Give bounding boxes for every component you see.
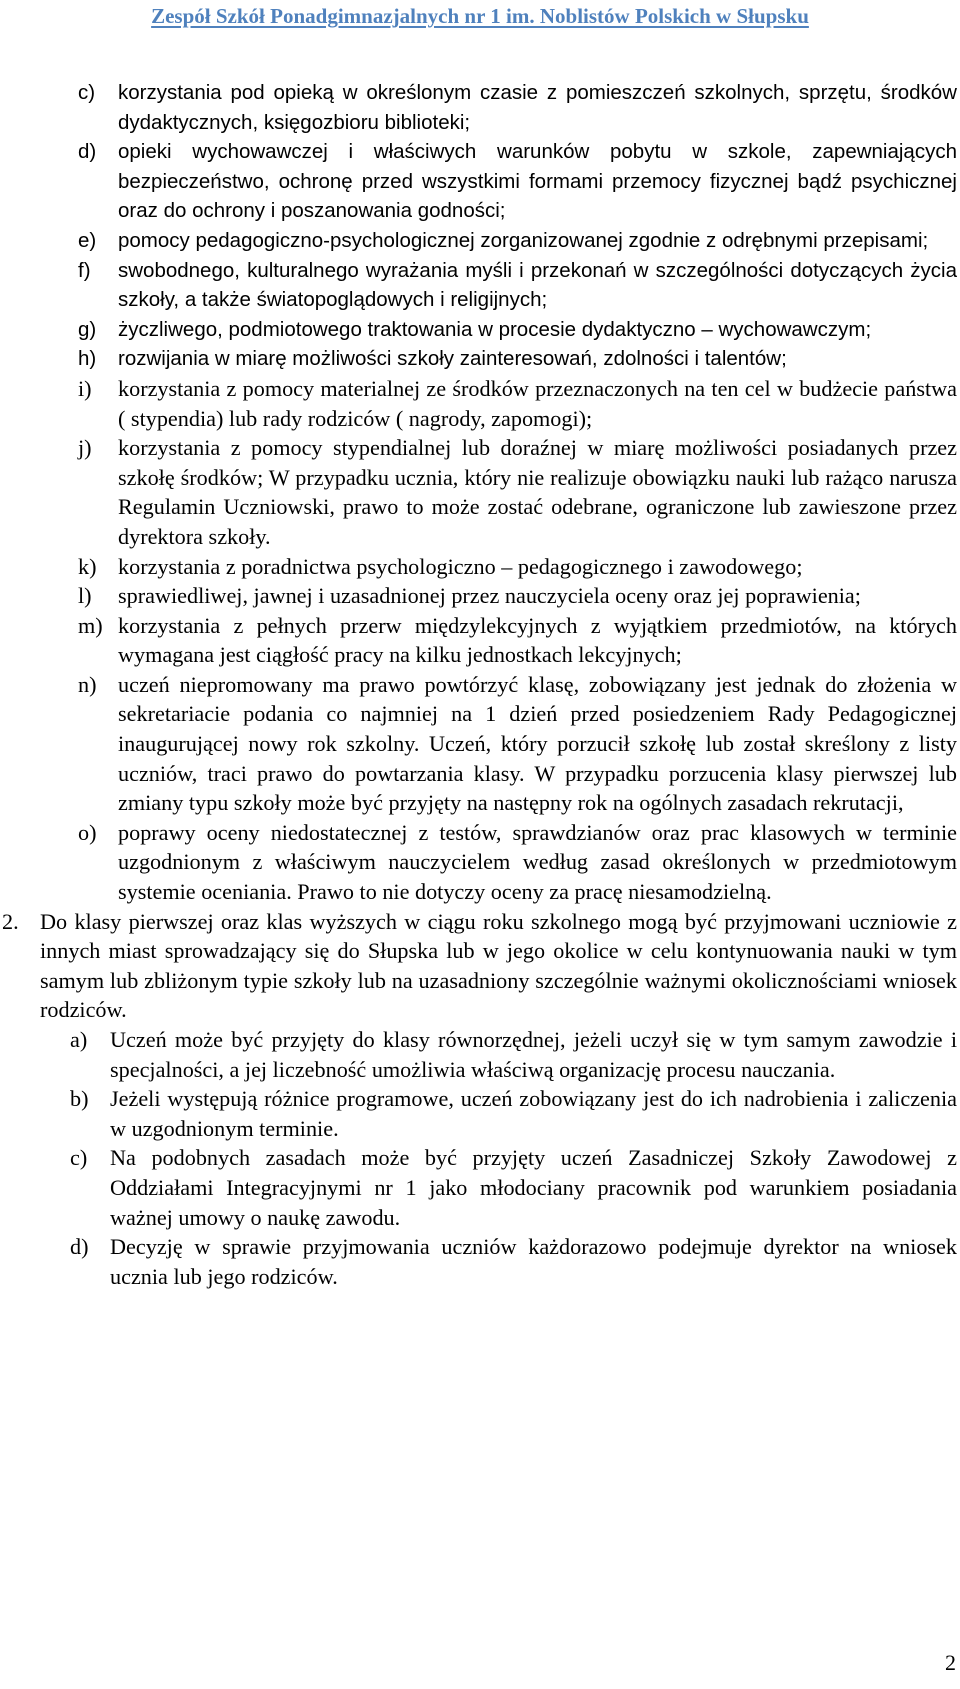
list-item-label: d): [70, 1234, 89, 1260]
page-header: Zespół Szkół Ponadgimnazjalnych nr 1 im. Noblistów Polskich w Słupsku: [151, 4, 809, 28]
list-item-text: pomocy pedagogiczno-psychologicznej zorganizowanej zgodnie z odrębnymi przepisami;: [118, 228, 929, 252]
list-item: [78, 433, 957, 551]
list-item: [78, 670, 957, 818]
list-item-text: korzystania z pomocy stypendialnej lub doraźnej w miarę możliwości posiadanych przez szkołę środków; W przypadku ucznia, który nie realizuje obowiązku nauki lub rażąco narusza Regulamin Uczniowski, prawo to może zostać odebrane, ograniczone lub zawieszone przez dyrektora szkoły.: [118, 435, 957, 549]
list-item-label: g): [78, 317, 97, 341]
list-item: [78, 374, 957, 433]
list-item-text: Jeżeli występują różnice programowe, uczeń zobowiązany jest do ich nadrobienia i zaliczenia w uzgodnionym terminie.: [110, 1086, 957, 1141]
list-item-label: a): [70, 1027, 88, 1052]
list-item-label: e): [78, 228, 97, 252]
list-item-text: życzliwego, podmiotowego traktowania w procesie dydaktyczno – wychowawczym;: [118, 317, 872, 341]
list-item: [78, 344, 957, 374]
section-2-paragraph: 2. Do klasy pierwszej oraz klas wyższych w ciągu roku szkolnego mogą być przyjmowani uczniowie z innych miast sprowadzający się do Słupska lub w jego okolice w celu kontynuowania nauki w tym samym lub zbliżonym typie szkoły lub na uzasadniony szczególnie ważnymi okolicznościami wniosek rodziców.: [40, 907, 957, 1025]
rights-list: [40, 78, 957, 907]
list-item-label: h): [78, 347, 97, 371]
list-item: [70, 1143, 957, 1232]
list-item: [70, 1084, 957, 1143]
list-item-label: i): [78, 375, 92, 401]
list-item: [70, 1232, 957, 1291]
list-item-text: sprawiedliwej, jawnej i uzasadnionej przez nauczyciela oceny oraz jej poprawienia;: [118, 583, 861, 609]
list-item-text: rozwijania w miarę możliwości szkoły zainteresowań, zdolności i talentów;: [118, 347, 787, 371]
list-item-text: Na podobnych zasadach może być przyjęty uczeń Zasadniczej Szkoły Zawodowej z Oddziałami Integracyjnymi nr 1 jako młodociany pracownik pod warunkiem posiadania ważnej umowy o naukę zawodu.: [110, 1145, 957, 1230]
list-item: [78, 256, 957, 315]
list-item: [78, 78, 957, 137]
list-item-label: f): [78, 258, 91, 282]
list-item-label: c): [78, 81, 96, 104]
list-item: [70, 1025, 957, 1084]
list-item: [78, 137, 957, 226]
list-item-text: poprawy oceny niedostatecznej z testów, sprawdzianów oraz prac klasowych w terminie uzgodnionym z właściwym nauczycielem według zasad określonych w przedmiotowym systemie oceniania. Prawo to nie dotyczy oceny za pracę niesamodzielną.: [118, 819, 957, 905]
list-item-label: l): [78, 583, 92, 609]
page-number: 2: [945, 1650, 956, 1675]
section-2: [2, 907, 957, 1292]
list-item-text: korzystania pod opieką w określonym czasie z pomieszczeń szkolnych, sprzętu, środków dydaktycznych, księgozbioru biblioteki;: [118, 81, 957, 134]
list-item-label: d): [78, 140, 97, 164]
list-item: [78, 581, 957, 611]
list-item-label: j): [78, 435, 92, 461]
list-item-label: b): [70, 1086, 89, 1112]
section-2-text: Do klasy pierwszej oraz klas wyższych w ciągu roku szkolnego mogą być przyjmowani uczniowie z innych miast sprowadzający się do Słupska lub w jego okolice w celu kontynuowania nauki w tym samym lub zbliżonym typie szkoły lub na uzasadniony szczególnie ważnymi okolicznościami wniosek rodziców.: [40, 908, 957, 1023]
list-item: [78, 818, 957, 907]
list-item-label: o): [78, 819, 97, 845]
list-item: [78, 315, 957, 345]
list-item-label: n): [78, 671, 97, 697]
list-item-text: korzystania z pełnych przerw międzylekcyjnych z wyjątkiem przedmiotów, na których wymagana jest ciągłość pracy na kilku jednostkach lekcyjnych;: [118, 612, 957, 668]
list-item-text: Uczeń może być przyjęty do klasy równorzędnej, jeżeli uczył się w tym samym zawodzie i specjalności, a jej liczebność umożliwia właściwą organizację procesu nauczania.: [110, 1027, 957, 1082]
document-body: [2, 78, 957, 1291]
list-item: [78, 226, 957, 256]
list-item-label: k): [78, 553, 97, 579]
list-item-label: m): [78, 612, 103, 638]
list-item-label: c): [70, 1145, 88, 1171]
list-item-text: uczeń niepromowany ma prawo powtórzyć klasę, zobowiązany jest jednak do złożenia w sekretariacie podania co najmniej na 1 dzień przed posiedzeniem Rady Pedagogicznej inaugurującej nowy rok szkolny. Uczeń, który porzucił szkołę lub został skreślony z listy uczniów, traci prawo do powtarzania klasy. W przypadku porzucenia klasy pierwszej lub zmiany typu szkoły może być przyjęty na następny rok na ogólnych zasadach rekrutacji,: [118, 671, 957, 816]
list-item-text: swobodnego, kulturalnego wyrażania myśli i przekonań w szczególności dotyczących życia szkoły, a także światopoglądowych i religijnych;: [118, 258, 957, 312]
list-item: [78, 611, 957, 670]
list-item-text: korzystania z pomocy materialnej ze środków przeznaczonych na ten cel w budżecie państwa ( stypendia) lub rady rodziców ( nagrody, zapomogi);: [118, 375, 957, 431]
list-item-text: korzystania z poradnictwa psychologiczno – pedagogicznego i zawodowego;: [118, 553, 803, 579]
list-item: [78, 552, 957, 582]
list-item-text: opieki wychowawczej i właściwych warunków pobytu w szkole, zapewniających bezpieczeństwo, ochronę przed wszystkimi formami przemocy fizycznej bądź psychicznej oraz do ochrony i poszanowania godności;: [118, 140, 957, 223]
admission-list: [40, 1025, 957, 1291]
list-item-text: Decyzję w sprawie przyjmowania uczniów każdorazowo podejmuje dyrektor na wniosek ucznia lub jego rodziców.: [110, 1234, 957, 1289]
